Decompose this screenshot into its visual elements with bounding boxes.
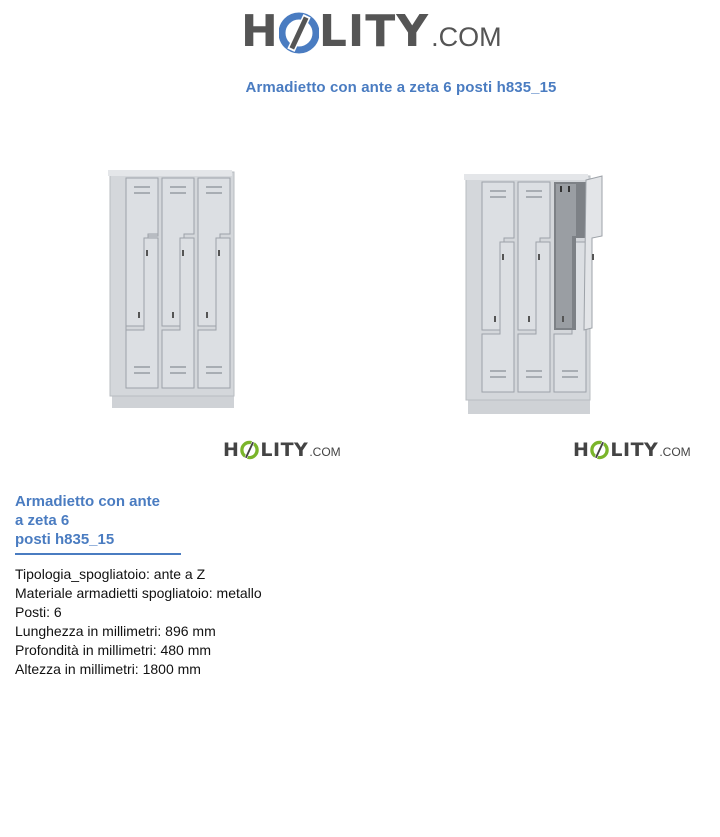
holity-logo: [241, 6, 502, 57]
holity-logo-small-left: [223, 440, 341, 460]
locker-closed-image: [108, 168, 238, 410]
page-title: Armadietto con ante a zeta 6 posti h835_15: [245, 79, 557, 96]
spec-item: Altezza in millimetri: 1800 mm: [15, 661, 201, 677]
spec-item: Lunghezza in millimetri: 896 mm: [15, 623, 216, 639]
logo-domain: .COM: [431, 22, 502, 52]
spec-item: Tipologia_spogliatoio: ante a Z: [15, 566, 206, 582]
spec-list: [15, 565, 262, 679]
small-logo-letter-h: H: [573, 439, 590, 461]
small-logo-domain: .COM: [659, 445, 691, 459]
logo-o-icon: [279, 12, 319, 54]
logo-letters-lity: LITY: [318, 6, 430, 57]
small-logo-domain: .COM: [309, 445, 341, 459]
small-logo-letters: LITY: [610, 439, 659, 461]
logo-o-icon: [590, 440, 609, 460]
product-section-title: [15, 492, 185, 549]
holity-logo-small-right: [573, 440, 691, 460]
logo-letter-h: H: [241, 6, 279, 57]
section-title-line: a zeta 6: [15, 512, 70, 529]
section-title-line: posti h835_15: [15, 531, 115, 548]
small-logo-letters: LITY: [260, 439, 309, 461]
logo-o-icon: [240, 440, 259, 460]
small-logo-letter-h: H: [223, 439, 240, 461]
section-title-line: Armadietto con ante: [15, 493, 161, 510]
locker-open-image: [464, 172, 606, 416]
spec-item: Profondità in millimetri: 480 mm: [15, 642, 212, 658]
spec-item: Materiale armadietti spogliatoio: metallo: [15, 585, 262, 601]
spec-item: Posti: 6: [15, 604, 62, 620]
section-divider: [15, 553, 181, 555]
